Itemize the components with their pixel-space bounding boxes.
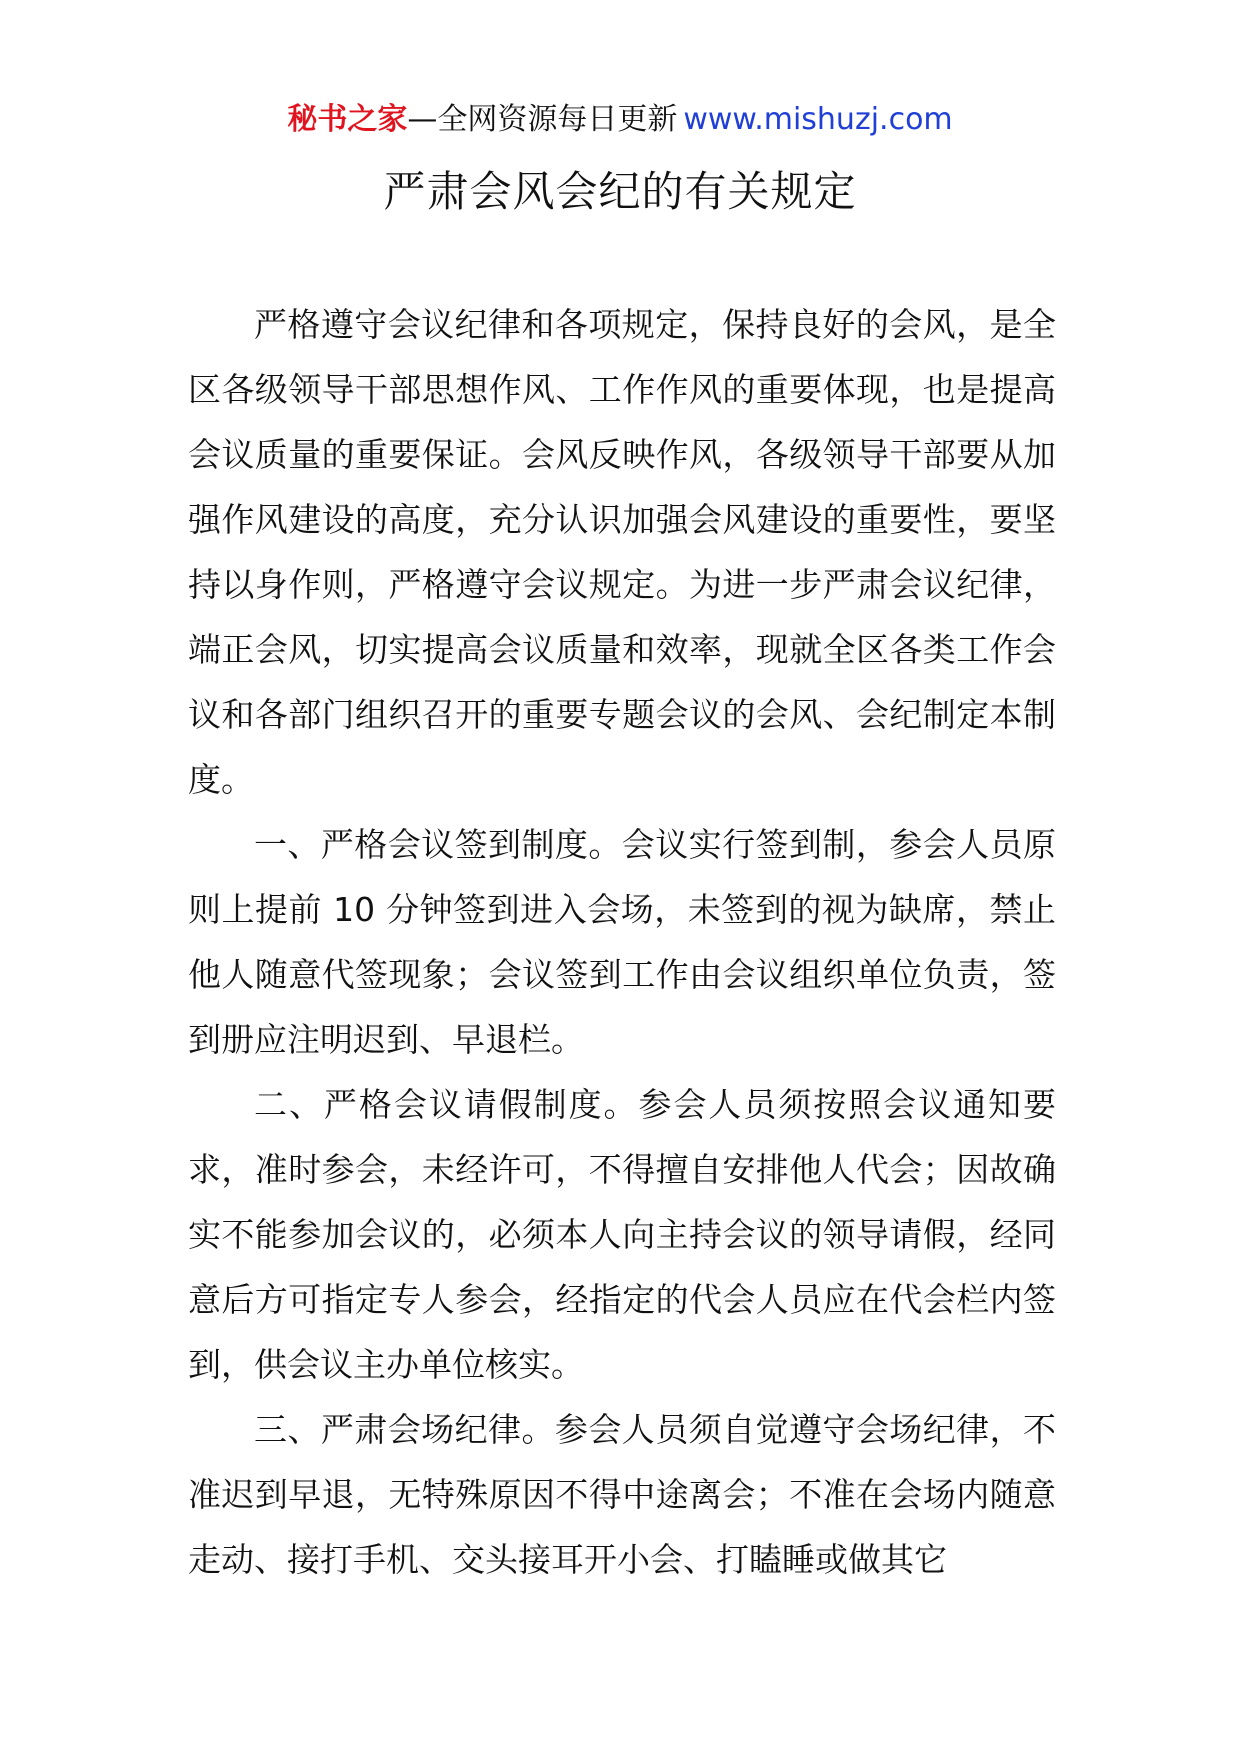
document-title: 严肃会风会纪的有关规定 xyxy=(383,167,857,216)
brand-name: 秘书之家 xyxy=(287,102,408,137)
document-body xyxy=(188,292,1056,1592)
rule-2-paragraph: 二、严格会议请假制度。参会人员须按照会议通知要求，准时参会，未经许可，不得擅自安排他人代会；因故确实不能参加会议的，必须本人向主持会议的领导请假，经同意后方可指定专人参会，经指定的代会人员应在代会栏内签到，供会议主办单位核实。 xyxy=(188,1085,1056,1384)
rule-1-paragraph: 一、严格会议签到制度。会议实行签到制，参会人员原则上提前 10 分钟签到进入会场，未签到的视为缺席，禁止他人随意代签现象；会议签到工作由会议组织单位负责，签到册应注明迟到、早退栏。 xyxy=(188,825,1056,1059)
site-url-link[interactable]: www.mishuzj.com xyxy=(683,102,953,137)
rule-3-paragraph: 三、严肃会场纪律。参会人员须自觉遵守会场纪律，不准迟到早退，无特殊原因不得中途离会；不准在会场内随意走动、接打手机、交头接耳开小会、打瞌睡或做其它 xyxy=(188,1410,1056,1579)
site-banner xyxy=(0,100,1240,140)
banner-slogan: —全网资源每日更新 xyxy=(407,102,678,137)
intro-paragraph: 严格遵守会议纪律和各项规定，保持良好的会风，是全区各级领导干部思想作风、工作作风的重要体现，也是提高会议质量的重要保证。会风反映作风，各级领导干部要从加强作风建设的高度，充分认识加强会风建设的重要性，要坚持以身作则，严格遵守会议规定。为进一步严肃会议纪律，端正会风，切实提高会议质量和效率，现就全区各类工作会议和各部门组织召开的重要专题会议的会风、会纪制定本制度。 xyxy=(188,305,1056,799)
